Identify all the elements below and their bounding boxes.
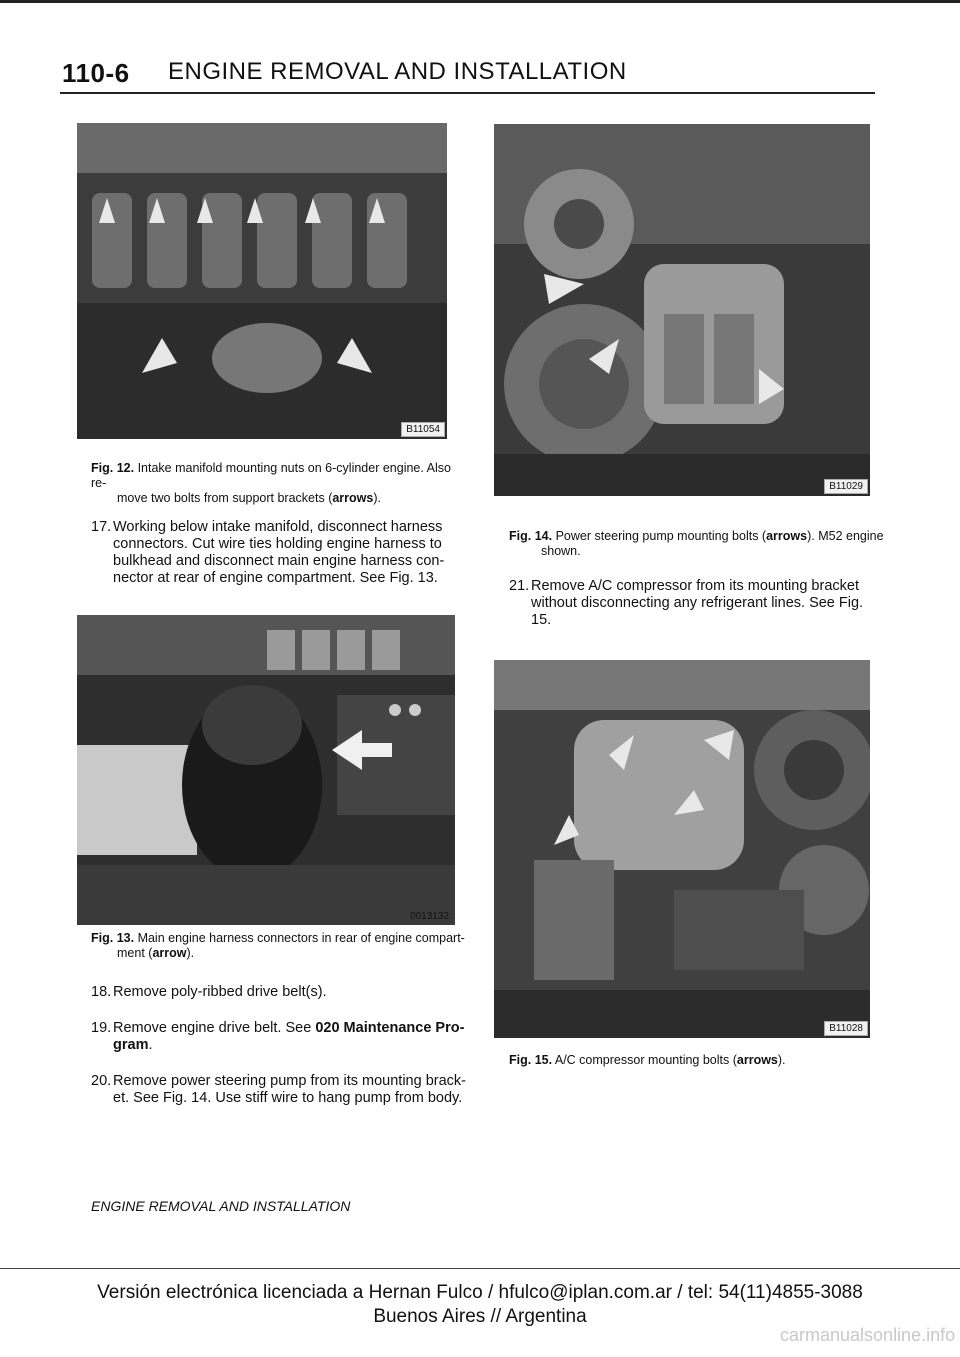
step-text: 15. <box>531 612 552 628</box>
step-text: . <box>148 1037 153 1053</box>
figure-15-photo <box>494 660 870 1038</box>
header-rule <box>60 92 875 94</box>
caption-emphasis: arrow <box>152 946 187 960</box>
step-text: Remove A/C compressor from its mounting bracket <box>531 578 859 594</box>
figure-12-caption <box>91 461 461 506</box>
caption-text: Intake manifold mounting nuts on 6-cylinder engine. Also re- <box>91 461 451 490</box>
step-reference: gram <box>113 1037 149 1053</box>
step-19 <box>91 1020 471 1054</box>
page-title: ENGINE REMOVAL AND INSTALLATION <box>168 58 627 85</box>
step-20 <box>91 1073 471 1107</box>
step-text: et. See Fig. 14. Use stiff wire to hang pump from body. <box>113 1090 463 1106</box>
figure-13-caption <box>91 931 471 961</box>
step-text: nector at rear of engine compartment. See Fig. 13. <box>113 570 438 586</box>
top-border <box>0 0 960 3</box>
caption-text: Power steering pump mounting bolts ( <box>555 529 767 543</box>
step-number: 17. <box>91 519 112 535</box>
watermark: carmanualsonline.info <box>780 1325 956 1345</box>
figure-14-label: Fig. 14. <box>509 529 553 543</box>
figure-13-photo <box>77 615 455 925</box>
caption-text: shown. <box>541 544 581 558</box>
step-text: Working below intake manifold, disconnect harness <box>113 519 443 535</box>
figure-14-photo <box>494 124 870 496</box>
step-text: Remove engine drive belt. See <box>113 1020 316 1036</box>
caption-text: ). <box>186 946 195 960</box>
step-text: without disconnecting any refrigerant lines. See Fig. <box>531 595 864 611</box>
step-text: Remove power steering pump from its mounting brack- <box>113 1073 466 1089</box>
caption-text: ). M52 engine <box>807 529 884 543</box>
caption-text: A/C compressor mounting bolts ( <box>554 1053 737 1067</box>
caption-text: ). <box>777 1053 786 1067</box>
license-line-2: Buenos Aires // Argentina <box>373 1306 587 1327</box>
figure-12-photo <box>77 123 447 439</box>
figure-15-label: Fig. 15. <box>509 1053 553 1067</box>
figure-13-label: Fig. 13. <box>91 931 135 945</box>
footer-section-title: ENGINE REMOVAL AND INSTALLATION <box>91 1198 351 1214</box>
figure-14-caption <box>509 529 889 559</box>
caption-emphasis: arrows <box>332 491 374 505</box>
step-number: 19. <box>91 1020 112 1036</box>
figure-14-code: B11029 <box>824 479 868 494</box>
figure-15-code: B11028 <box>824 1021 868 1036</box>
caption-text: ment ( <box>117 946 153 960</box>
footer-rule <box>0 1268 960 1269</box>
step-text: bulkhead and disconnect main engine harness con- <box>113 553 445 569</box>
figure-12-label: Fig. 12. <box>91 461 135 475</box>
step-17 <box>91 519 461 587</box>
figure-15-caption <box>509 1053 889 1068</box>
step-18 <box>91 984 471 1001</box>
license-line-1: Versión electrónica licenciada a Hernan Fulco / hfulco@iplan.com.ar / tel: 54(11)4855-3088 <box>97 1282 863 1303</box>
caption-text: move two bolts from support brackets ( <box>117 491 333 505</box>
step-text: connectors. Cut wire ties holding engine harness to <box>113 536 442 552</box>
step-reference: 020 Maintenance Pro- <box>315 1020 465 1036</box>
page-number: 110-6 <box>62 58 130 88</box>
caption-emphasis: arrows <box>736 1053 778 1067</box>
step-21 <box>509 578 889 629</box>
step-text: Remove poly-ribbed drive belt(s). <box>113 984 327 1000</box>
caption-text: Main engine harness connectors in rear of engine compart- <box>137 931 465 945</box>
figure-12-code: B11054 <box>401 422 445 437</box>
step-number: 20. <box>91 1073 112 1089</box>
step-number: 21. <box>509 578 530 594</box>
caption-text: ). <box>373 491 381 505</box>
step-number: 18. <box>91 984 112 1000</box>
figure-13-code: 0013132 <box>410 911 449 922</box>
caption-emphasis: arrows <box>766 529 808 543</box>
